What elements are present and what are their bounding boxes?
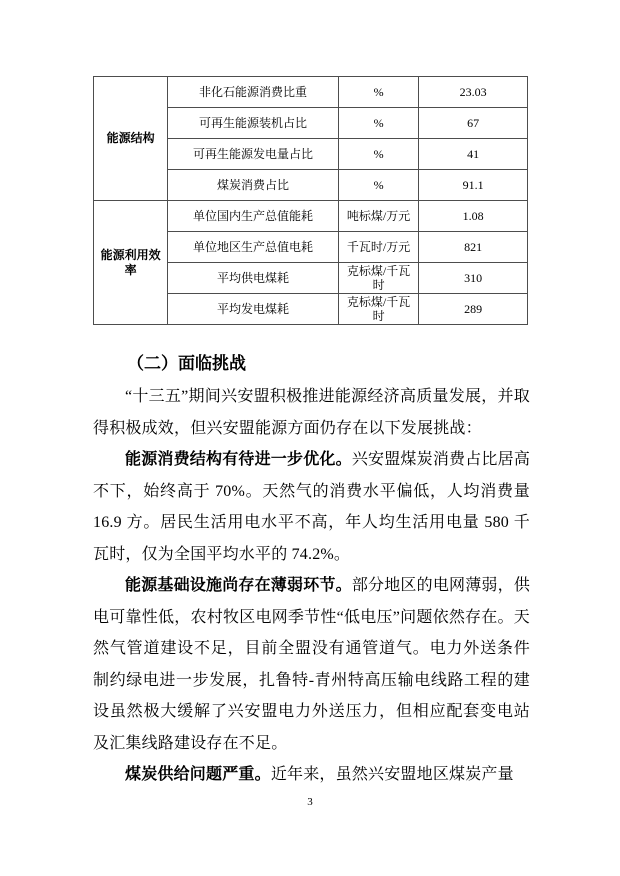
table-cell-indicator: 单位地区生产总值电耗 bbox=[168, 232, 339, 263]
table-cell-indicator: 煤炭消费占比 bbox=[168, 170, 339, 201]
table-cell-indicator: 单位国内生产总值能耗 bbox=[168, 201, 339, 232]
paragraph bbox=[93, 444, 530, 570]
paragraph-lead: 煤炭供给问题严重。 bbox=[125, 766, 271, 783]
table-cell-value: 41 bbox=[419, 139, 528, 170]
table-cell-value: 23.03 bbox=[419, 77, 528, 108]
table-cell-value: 821 bbox=[419, 232, 528, 263]
table-cell-indicator: 可再生能源装机占比 bbox=[168, 108, 339, 139]
table-row bbox=[94, 77, 528, 108]
table-cell-indicator: 非化石能源消费比重 bbox=[168, 77, 339, 108]
table-cell-indicator: 平均供电煤耗 bbox=[168, 263, 339, 294]
table-cell-unit: 克标煤/千瓦时 bbox=[338, 294, 418, 325]
paragraph-text: 近年来，虽然兴安盟地区煤炭产量 bbox=[270, 766, 514, 783]
table-cell-value: 1.08 bbox=[419, 201, 528, 232]
page-number: 3 bbox=[307, 796, 313, 808]
table-cell-unit: % bbox=[338, 77, 418, 108]
table-cell-indicator: 可再生能源发电量占比 bbox=[168, 139, 339, 170]
table-cell-unit: % bbox=[338, 170, 418, 201]
paragraph bbox=[93, 759, 530, 791]
table-cell-indicator: 平均发电煤耗 bbox=[168, 294, 339, 325]
table-cell-unit: 千瓦时/万元 bbox=[338, 232, 418, 263]
energy-metrics-table bbox=[93, 76, 528, 325]
paragraph-text: 部分地区的电网薄弱，供电可靠性低，农村牧区电网季节性“低电压”问题依然存在。天然气管道建设不足，目前全盟没有通管道气。电力外送条件制约绿电进一步发展，扎鲁特-青州特高压输电线路工程的建设虽然极大缓解了兴安盟电力外送压力，但相应配套变电站及汇集线路建设存在不足。 bbox=[93, 577, 531, 752]
paragraph-text: “十三五”期间兴安盟积极推进能源经济高质量发展，并取得积极成效，但兴安盟能源方面仍存在以下发展挑战： bbox=[93, 388, 530, 437]
table-cell-unit: 克标煤/千瓦时 bbox=[338, 263, 418, 294]
paragraph-lead: 能源消费结构有待进一步优化。 bbox=[125, 451, 352, 468]
paragraph-text: 兴安盟煤炭消费占比居高不下，始终高于 70%。天然气的消费水平偏低，人均消费量 16.9 方。居民生活用电水平不高，年人均生活用电量 580 千瓦时，仅为全国平均水平的 74.2%。 bbox=[93, 451, 531, 563]
table-cell-category: 能源利用效率 bbox=[94, 201, 168, 325]
paragraph bbox=[93, 381, 530, 444]
table-cell-value: 289 bbox=[419, 294, 528, 325]
paragraph bbox=[93, 570, 530, 759]
page-content bbox=[93, 76, 530, 791]
table-cell-category: 能源结构 bbox=[94, 77, 168, 201]
table-cell-unit: 吨标煤/万元 bbox=[338, 201, 418, 232]
table-cell-value: 91.1 bbox=[419, 170, 528, 201]
paragraph-lead: 能源基础设施尚存在薄弱环节。 bbox=[125, 577, 352, 594]
table-cell-value: 67 bbox=[419, 108, 528, 139]
section-heading: （二）面临挑战 bbox=[127, 354, 246, 373]
table-cell-value: 310 bbox=[419, 263, 528, 294]
table-row bbox=[94, 201, 528, 232]
table-cell-unit: % bbox=[338, 139, 418, 170]
table-cell-unit: % bbox=[338, 108, 418, 139]
